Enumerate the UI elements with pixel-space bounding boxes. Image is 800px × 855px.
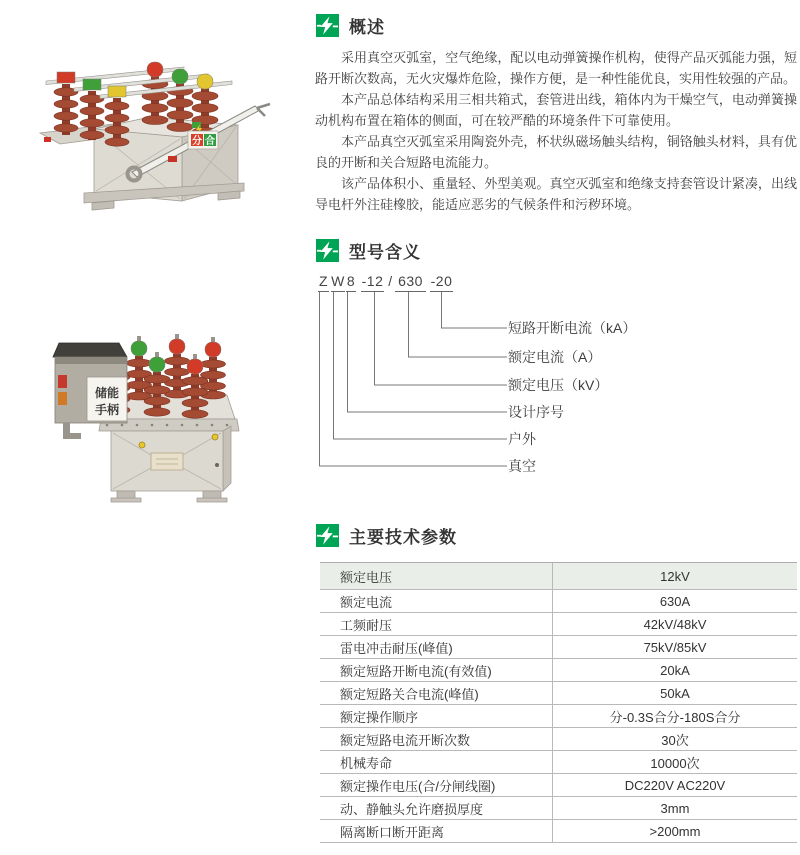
param-value: 20kA — [552, 659, 797, 681]
table-row — [320, 705, 797, 728]
overview-paragraph: 本产品总体结构采用三相共箱式，套管进出线，箱体内为干燥空气，电动弹簧操动机构布置在箱体的侧面，可在较严酷的环境条件下可靠使用。 — [315, 92, 797, 128]
model-segment-voltage: -12 — [361, 273, 384, 292]
param-name: 动、静触头允许磨损厚度 — [340, 801, 484, 817]
param-value: >200mm — [552, 820, 797, 842]
close-label: 合 — [205, 136, 215, 147]
pulse-bolt-icon — [316, 524, 339, 547]
model-segment-vacuum: Z — [318, 273, 329, 292]
table-row — [320, 797, 797, 820]
model-segment-design: 8 — [346, 273, 356, 292]
param-name: 额定电流 — [340, 594, 393, 610]
enclosure-box — [99, 419, 239, 502]
model-segment-breaking: -20 — [430, 273, 453, 292]
model-title: 型号含义 — [349, 243, 421, 262]
param-name: 额定短路开断电流(有效值) — [340, 663, 492, 679]
parameters-section-header — [316, 523, 457, 548]
model-label-breaking-current: 短路开断电流（kA） — [508, 320, 637, 336]
param-name: 额定电压 — [340, 569, 393, 585]
param-value: 30次 — [552, 728, 797, 750]
model-segment-current: 630 — [395, 273, 426, 292]
handle-label-line2: 手柄 — [94, 403, 120, 417]
param-name: 隔离断口断开距离 — [340, 824, 445, 840]
overview-paragraph: 本产品真空灭弧室采用陶瓷外壳，杯状纵磁场触头结构，铜铬触头材料，具有优良的开断和关合短路电流能力。 — [315, 134, 797, 170]
param-value: 12kV — [552, 563, 797, 589]
overview-paragraph: 采用真空灭弧室，空气绝缘，配以电动弹簧操作机构，使得产品灭弧能力强，短路开断次数高，无火灾爆炸危险，操作方便，是一种性能优良，实用性较强的产品。 — [315, 50, 797, 86]
table-row — [320, 820, 797, 843]
table-row — [320, 613, 797, 636]
table-row — [320, 751, 797, 774]
param-name: 额定短路电流开断次数 — [340, 732, 471, 748]
param-name: 额定短路关合电流(峰值) — [340, 686, 479, 702]
model-section-header — [316, 238, 421, 263]
table-row — [320, 682, 797, 705]
param-value: 分-0.3S合分-180S合分 — [552, 705, 797, 727]
param-name: 工频耐压 — [340, 617, 393, 633]
overview-section-header — [316, 13, 385, 38]
overview-title: 概述 — [349, 18, 385, 37]
product-photo-1 — [22, 36, 307, 221]
overview-body — [315, 47, 797, 215]
param-name: 机械寿命 — [340, 755, 393, 771]
overview-paragraph: 该产品体积小、重量轻、外型美观。真空灭弧室和绝缘支持套管设计紧凑，出线导电杆外注硅橡胶，能适应恶劣的气候条件和污秽环境。 — [315, 176, 797, 212]
handle-label-line1: 储能 — [94, 386, 120, 400]
param-name: 额定操作电压(合/分闸线圈) — [340, 778, 496, 794]
model-segment-slash: / — [388, 273, 393, 289]
table-row — [320, 590, 797, 613]
model-label-vacuum: 真空 — [508, 458, 536, 474]
pulse-bolt-icon — [316, 239, 339, 262]
insulators-back-row — [127, 354, 226, 400]
pulse-bolt-icon — [316, 14, 339, 37]
param-value: 10000次 — [552, 751, 797, 773]
param-value: 630A — [552, 590, 797, 612]
breaker-photo-2-drawing — [45, 315, 280, 505]
table-row — [320, 636, 797, 659]
model-label-outdoor: 户外 — [508, 431, 536, 447]
param-value: 3mm — [552, 797, 797, 819]
open-label: 分 — [192, 136, 202, 147]
parameters-title: 主要技术参数 — [349, 528, 457, 547]
model-label-rated-current: 额定电流（A） — [508, 349, 602, 365]
param-value: 75kV/85kV — [552, 636, 797, 658]
model-label-rated-voltage: 额定电压（kV） — [508, 377, 609, 393]
model-connector-lines — [315, 292, 510, 472]
param-name: 雷电冲击耐压(峰值) — [340, 640, 453, 656]
table-row — [320, 563, 797, 590]
model-segment-outdoor: W — [331, 273, 345, 292]
model-label-design-number: 设计序号 — [508, 404, 564, 420]
table-row — [320, 728, 797, 751]
table-row — [320, 774, 797, 797]
back-row-caps — [131, 334, 221, 357]
param-value: DC220V AC220V — [552, 774, 797, 796]
param-value: 42kV/48kV — [552, 613, 797, 635]
table-row — [320, 659, 797, 682]
param-name: 额定操作顺序 — [340, 709, 419, 725]
breaker-photo-1-drawing — [22, 36, 307, 221]
param-value: 50kA — [552, 682, 797, 704]
parameters-table — [320, 562, 797, 843]
product-photo-2 — [45, 315, 280, 505]
